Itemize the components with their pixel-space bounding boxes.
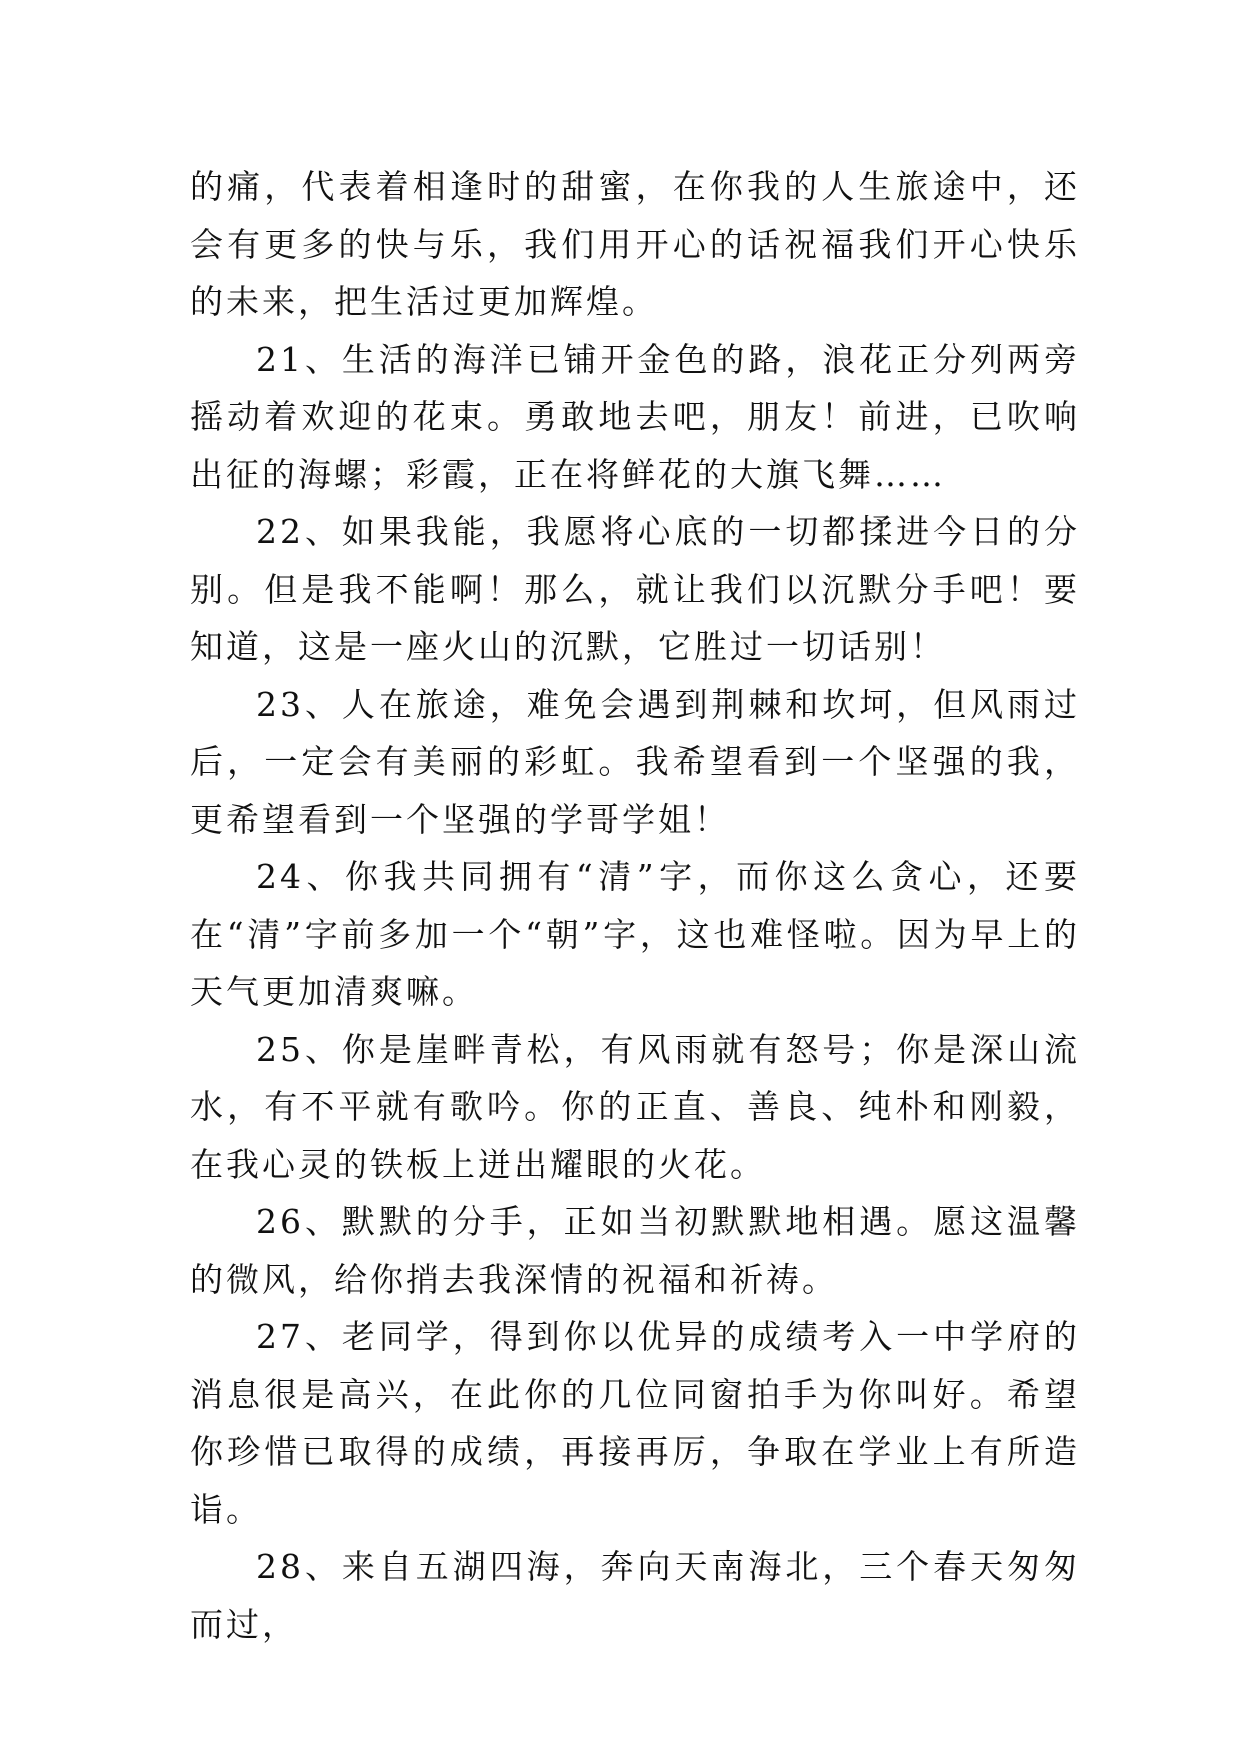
- paragraph-23: 23、人在旅途，难免会遇到荆棘和坎坷，但风雨过后，一定会有美丽的彩虹。我希望看到一个坚强的我，更希望看到一个坚强的学哥学姐！: [190, 684, 1080, 839]
- paragraph-22: 22、如果我能，我愿将心底的一切都揉进今日的分别。但是我不能啊！那么，就让我们以沉默分手吧！要知道，这是一座火山的沉默，它胜过一切话别！: [190, 512, 1080, 666]
- paragraph-20-continued: 的痛，代表着相逢时的甜蜜，在你我的人生旅途中，还会有更多的快与乐，我们用开心的话祝福我们开心快乐的未来，把生活过更加辉煌。: [190, 167, 1080, 321]
- paragraph-26: 26、默默的分手，正如当初默默地相遇。愿这温馨的微风，给你捎去我深情的祝福和祈祷。: [190, 1202, 1080, 1299]
- paragraph-27: 27、老同学，得到你以优异的成绩考入一中学府的消息很是高兴，在此你的几位同窗拍手为你叫好。希望你珍惜已取得的成绩，再接再厉，争取在学业上有所造诣。: [190, 1317, 1080, 1529]
- document-body: [190, 158, 1080, 1653]
- paragraph-24: 24、你我共同拥有“清”字，而你这么贪心，还要在“清”字前多加一个“朝”字，这也难怪啦。因为早上的天气更加清爽嘛。: [190, 857, 1080, 1011]
- paragraph-28: 28、来自五湖四海，奔向天南海北，三个春天匆匆而过，: [190, 1547, 1080, 1644]
- paragraph-25: 25、你是崖畔青松，有风雨就有怒号；你是深山流水，有不平就有歌吟。你的正直、善良、纯朴和刚毅，在我心灵的铁板上迸出耀眼的火花。: [190, 1029, 1080, 1184]
- paragraph-21: 21、生活的海洋已铺开金色的路，浪花正分列两旁摇动着欢迎的花束。勇敢地去吧，朋友！前进，已吹响出征的海螺；彩霞，正在将鲜花的大旗飞舞……: [190, 339, 1080, 494]
